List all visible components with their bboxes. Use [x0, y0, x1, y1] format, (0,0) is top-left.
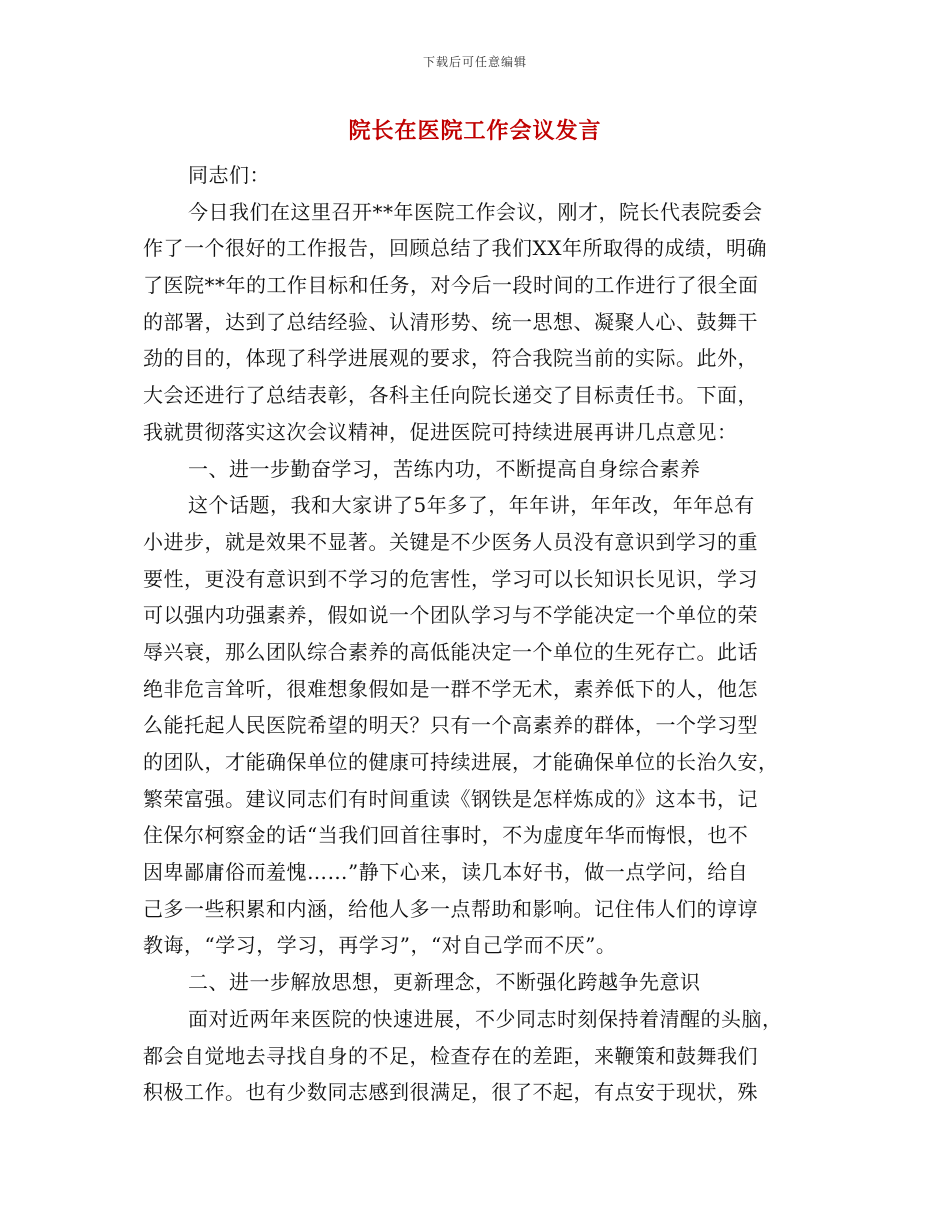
body-line: 要性，更没有意识到不学习的危害性，学习可以长知识长见识，学习: [143, 566, 758, 591]
body-line: 么能托起人民医院希望的明天？只有一个高素养的群体，一个学习型: [143, 713, 758, 738]
body-line: 繁荣富强。建议同志们有时间重读《钢铁是怎样炼成的》这本书，记: [143, 786, 758, 811]
body-line: 劲的目的，体现了科学进展观的要求，符合我院当前的实际。此外，: [143, 346, 758, 371]
body-line: 绝非危言耸听，很难想象假如是一群不学无术，素养低下的人，他怎: [143, 676, 758, 701]
body-line: 因卑鄙庸俗而羞愧……”静下心来，读几本好书，做一点学问，给自: [143, 860, 749, 885]
body-line: 小进步，就是效果不显著。关键是不少医务人员没有意识到学习的重: [143, 529, 758, 554]
body-line: 作了一个很好的工作报告，回顾总结了我们XX年所取得的成绩，明确: [143, 236, 767, 261]
body-line: 这个话题，我和大家讲了5年多了，年年讲，年年改，年年总有: [188, 493, 755, 518]
body-line: 教诲，“学习，学习，再学习”，“对自己学而不厌”。: [143, 933, 617, 958]
body-line: 一、进一步勤奋学习，苦练内功，不断提高自身综合素养: [188, 456, 701, 481]
body-line: 了医院**年的工作目标和任务，对今后一段时间的工作进行了很全面: [143, 273, 759, 298]
document-title: 院长在医院工作会议发言: [348, 118, 602, 144]
body-line: 住保尔柯察金的话“当我们回首往事时，不为虚度年华而悔恨，也不: [143, 823, 749, 848]
body-line: 积极工作。也有少数同志感到很满足，很了不起，有点安于现状，殊: [143, 1080, 758, 1105]
body-line: 己多一些积累和内涵，给他人多一点帮助和影响。记住伟人们的谆谆: [143, 896, 758, 921]
body-line: 今日我们在这里召开**年医院工作会议，刚才，院长代表院委会: [188, 199, 763, 224]
body-line: 同志们：: [188, 163, 270, 187]
body-line: 二、进一步解放思想，更新理念，不断强化跨越争先意识: [188, 970, 701, 995]
body-line: 面对近两年来医院的快速进展，不少同志时刻保持着清醒的头脑，: [188, 1006, 783, 1031]
page-header-note: 下载后可任意编辑: [422, 55, 527, 69]
body-line: 辱兴衰，那么团队综合素养的高低能决定一个单位的生死存亡。此话: [143, 639, 758, 664]
body-line: 大会还进行了总结表彰，各科主任向院长递交了目标责任书。下面，: [143, 383, 758, 408]
body-line: 的部署，达到了总结经验、认清形势、统一思想、凝聚人心、鼓舞干: [143, 309, 758, 334]
body-line: 可以强内功强素养，假如说一个团队学习与不学能决定一个单位的荣: [143, 603, 758, 628]
body-line: 我就贯彻落实这次会议精神，促进医院可持续进展再讲几点意见：: [143, 419, 738, 444]
body-line: 的团队，才能确保单位的健康可持续进展，才能确保单位的长治久安，: [143, 750, 779, 774]
body-line: 都会自觉地去寻找自身的不足，检查存在的差距，来鞭策和鼓舞我们: [143, 1043, 758, 1068]
document-body: [143, 157, 803, 1111]
